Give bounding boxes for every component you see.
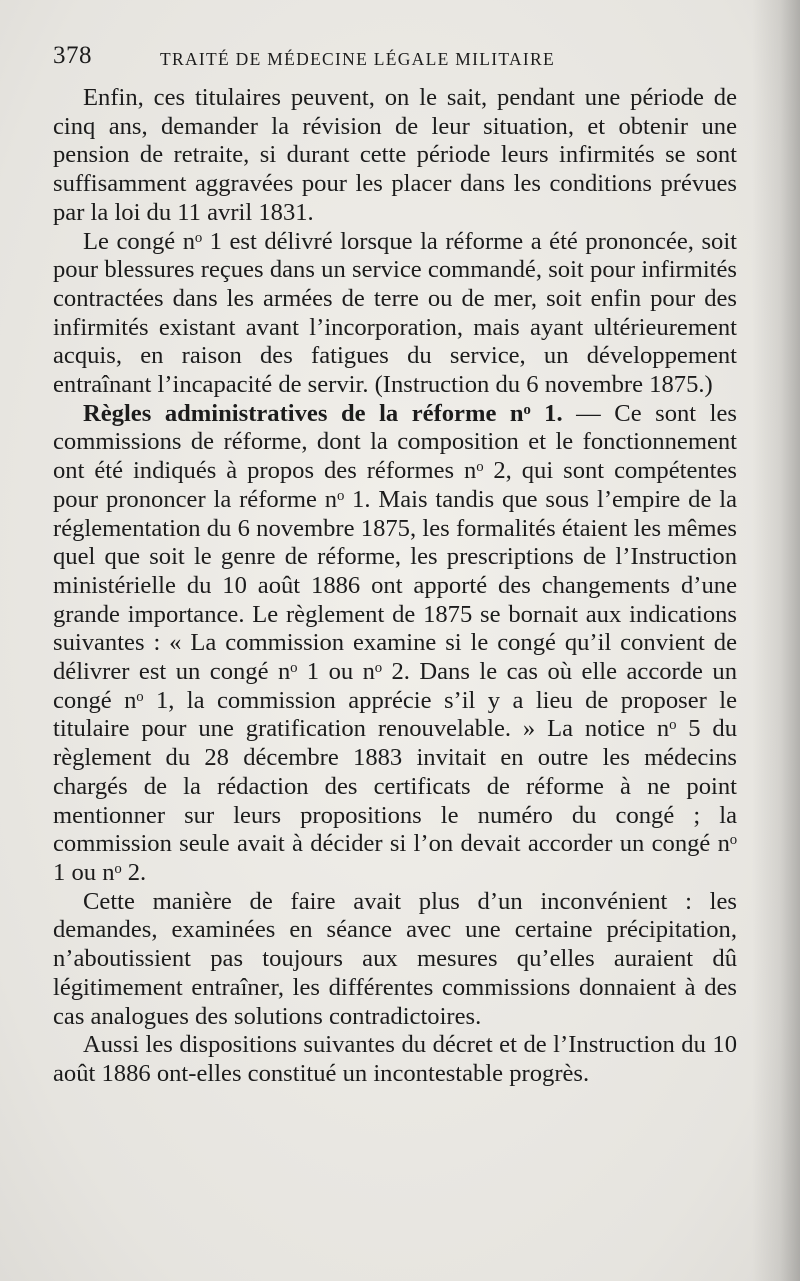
- running-title: TRAITÉ DE MÉDECINE LÉGALE MILITAIRE: [160, 49, 555, 69]
- body-text: [53, 84, 737, 1089]
- paragraph-regles-administratives: [53, 400, 737, 888]
- paragraph-inconvenients: Cette manière de faire avait plus d’un inconvénient : les demandes, examinées en séance avec une certaine précipitation, n’aboutissient pas toujours aux mesures qu’elles auraient dû légitimement entraîner, les différentes commissions donnaient à des cas analogues des solutions contradictoires.: [53, 887, 737, 1030]
- page-number: 378: [53, 42, 92, 69]
- paragraph-progres: Aussi les dispositions suivantes du décret et de l’Instruction du 10 août 1886 ont-elles constitué un incontestable progrès.: [53, 1031, 737, 1087]
- paragraph-pension-revision: Enfin, ces titulaires peuvent, on le sait, pendant une période de cinq ans, demander la révision de leur situation, et obtenir une pension de retraite, si durant cette période leurs infirmités se sont suffisamment aggravées pour les placer dans les conditions prévues par la loi du 11 avril 1831.: [53, 84, 737, 226]
- section-run-in-heading: Règles administratives de la réforme nᵒ 1.: [83, 399, 563, 427]
- paragraph-regles-text: — Ce sont les commissions de réforme, dont la composition et le fonctionnement ont été indiqués à propos des réformes nᵒ 2, qui sont compétentes pour prononcer la réforme nᵒ 1. Mais tandis que sous l’empire de la réglementation du 6 novembre 1875, les formalités étaient les mêmes quel que soit le genre de réforme, les prescriptions de l’Instruction ministérielle du 10 août 1886 ont apporté des changements d’une grande importance. Le règlement de 1875 se bornait aux indications suivantes : « La commission examine si le congé qu’il convient de délivrer est un congé nᵒ 1 ou nᵒ 2. Dans le cas où elle accorde un congé nᵒ 1, la commission apprécie s’il y a lieu de proposer le titulaire pour une gratification renouvelable. » La notice nᵒ 5 du règlement du 28 décembre 1883 invitait en outre les médecins chargés de la rédaction des certificats de réforme à ne point mentionner sur leurs propositions le numéro du congé ; la commission seule avait à décider si l’on devait accorder un congé nᵒ 1 ou nᵒ 2.: [53, 399, 737, 886]
- running-head: [53, 40, 743, 76]
- paragraph-conge-no1: Le congé nᵒ 1 est délivré lorsque la réforme a été prononcée, soit pour blessures reçues dans un service commandé, soit pour infirmités contractées dans les armées de terre ou de mer, soit enfin pour des infirmités existant avant l’incorporation, mais ayant ultérieurement acquis, en raison des fatigues du service, un développement entraînant l’incapacité de servir. (Instruction du 6 novembre 1875.): [53, 227, 737, 399]
